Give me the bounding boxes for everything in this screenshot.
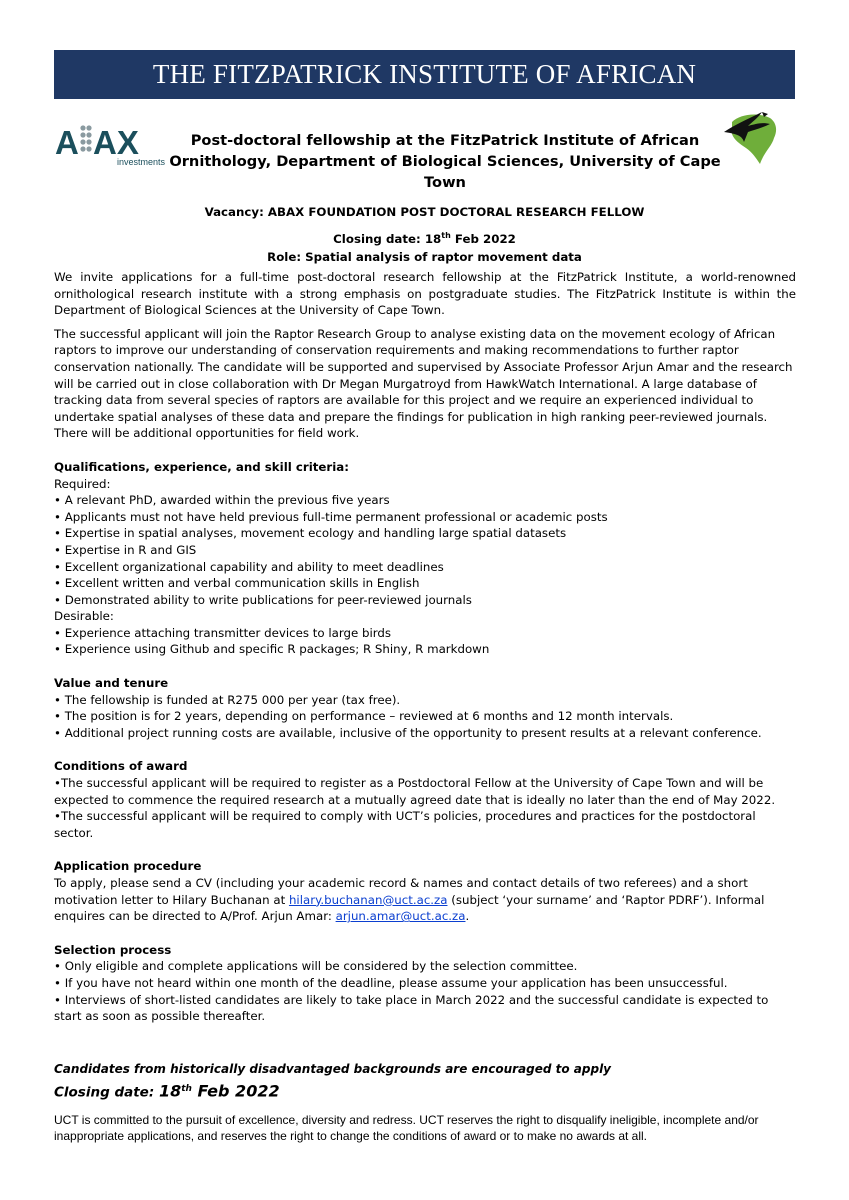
abax-logo-text-rest: AX [93, 124, 139, 161]
application-text-part2: (subject ‘your surname’ and ‘Raptor PDRF’). Informal enquires can be directed to A/Prof. Arjun Amar: [54, 892, 765, 924]
application-heading: Application procedure [54, 859, 202, 874]
footer-closing-rest: Feb 2022 [191, 1081, 280, 1101]
list-item: •The successful applicant will be required to comply with UCT’s policies, procedures and practices for the postdoctoral sector. [54, 809, 756, 840]
bird-africa-logo-icon [718, 108, 788, 172]
abax-logo-icon [55, 122, 175, 168]
abax-logo-dots [80, 125, 91, 151]
header-title-line1: Post-doctoral fellowship at the FitzPatrick Institute of African [190, 132, 700, 149]
encouraged-note: Candidates from historically disadvantaged backgrounds are encouraged to apply [54, 1062, 611, 1076]
list-item: • A relevant PhD, awarded within the previous five years [54, 493, 390, 508]
list-item: • Additional project running costs are available, inclusive of the opportunity to present results at a relevant conference. [54, 725, 762, 740]
list-item: • Interviews of short-listed candidates are likely to take place in March 2022 and the successful candidate is expected to start as soon as possible thereafter. [54, 992, 769, 1024]
header-title [165, 130, 725, 193]
abax-logo-text-a1: A [55, 124, 79, 161]
document-body [54, 269, 796, 1025]
intro-paragraph-2: The successful applicant will join the Raptor Research Group to analyse existing data on the movement ecology of African raptors to improve our understanding of conservation requirements and making recommendations to further raptor conservation nationally. The candidate will be supported and supervised by Associate Professor Arjun Amar and the research will be carried out in close collaboration with Dr Megan Murgatroyd from HawkWatch International. A large database of tracking data from several species of raptors are available for this project and we require an experienced individual to undertake spatial analyses of these data and prepare the findings for publication in high ranking peer-reviewed journals. There will be additional opportunities for field work. [54, 326, 793, 441]
footer-closing-date [54, 1079, 280, 1103]
closing-date-prefix: Closing date: 18 [333, 231, 442, 246]
list-item: • Demonstrated ability to write publications for peer-reviewed journals [54, 592, 472, 607]
list-item: • If you have not heard within one month of the deadline, please assume your application has been unsuccessful. [54, 975, 728, 990]
qualifications-heading: Qualifications, experience, and skill criteria: [54, 459, 349, 474]
list-item: • Expertise in spatial analyses, movement ecology and handling large spatial datasets [54, 526, 567, 541]
list-item: • Expertise in R and GIS [54, 542, 197, 557]
conditions-heading: Conditions of award [54, 759, 188, 774]
vacancy-line: Vacancy: ABAX FOUNDATION POST DOCTORAL RESEARCH FELLOW [204, 205, 645, 219]
application-text-part1: To apply, please send a CV (including your academic record & names and contact details of two referees) and a short motivation letter to Hilary Buchanan at [54, 876, 748, 907]
list-item: • The fellowship is funded at R275 000 per year (tax free). [54, 692, 401, 707]
email-link-arjun[interactable]: arjun.amar@uct.ac.za [335, 909, 466, 924]
selection-heading: Selection process [54, 942, 172, 957]
footer-closing-label: Closing date: [54, 1084, 159, 1101]
role-line: Role: Spatial analysis of raptor movement data [267, 250, 582, 264]
closing-date-suffix: Feb 2022 [450, 231, 516, 246]
value-heading: Value and tenure [54, 676, 169, 691]
uct-disclaimer: UCT is committed to the pursuit of excellence, diversity and redress. UCT reserves the right to disqualify ineligible, incomplete and/or inappropriate applications, and reserves the right to change the conditions of award or to make no awards at all. [54, 1113, 759, 1143]
list-item: • Experience using Github and specific R packages; R Shiny, R markdown [54, 642, 490, 657]
intro-paragraph-1: We invite applications for a full-time post-doctoral research fellowship at the FitzPatrick Institute, a world-renowned ornithological research institute with a strong emphasis on postgraduate studies. The FitzPatrick Institute is within the Department of Biological Sciences at the University of Cape Town. [54, 270, 796, 318]
application-text-part3: . [465, 909, 470, 924]
abax-logo-sub: investments [117, 157, 166, 167]
list-item: •The successful applicant will be required to register as a Postdoctoral Fellow at the University of Cape Town and will be expected to commence the required research at a mutually agreed date that is ideally no later than the end of May 2022. [54, 776, 776, 807]
list-item: • Applicants must not have held previous full-time permanent professional or academic posts [54, 509, 608, 524]
list-item: • The position is for 2 years, depending on performance – reviewed at 6 months and 12 month intervals. [54, 709, 674, 724]
list-item: • Experience attaching transmitter devices to large birds [54, 625, 392, 640]
footer-closing-day: 18 [158, 1081, 182, 1101]
list-item: • Excellent written and verbal communication skills in English [54, 576, 420, 591]
email-link-hilary[interactable]: hilary.buchanan@uct.ac.za [288, 892, 448, 907]
desirable-label: Desirable: [54, 609, 114, 624]
header-title-line2: Ornithology, Department of Biological Sciences, University of Cape Town [169, 153, 721, 191]
footer-closing-sup: th [181, 1084, 192, 1094]
list-item: • Only eligible and complete applications will be considered by the selection committee. [54, 959, 578, 974]
application-text [54, 875, 796, 925]
required-label: Required: [54, 476, 111, 491]
institute-banner: THE FITZPATRICK INSTITUTE OF AFRICAN ORNITHOLOGY [54, 50, 795, 99]
closing-date-line [0, 228, 849, 247]
list-item: • Excellent organizational capability and ability to meet deadlines [54, 559, 444, 574]
closing-date-sup: th [441, 231, 451, 240]
